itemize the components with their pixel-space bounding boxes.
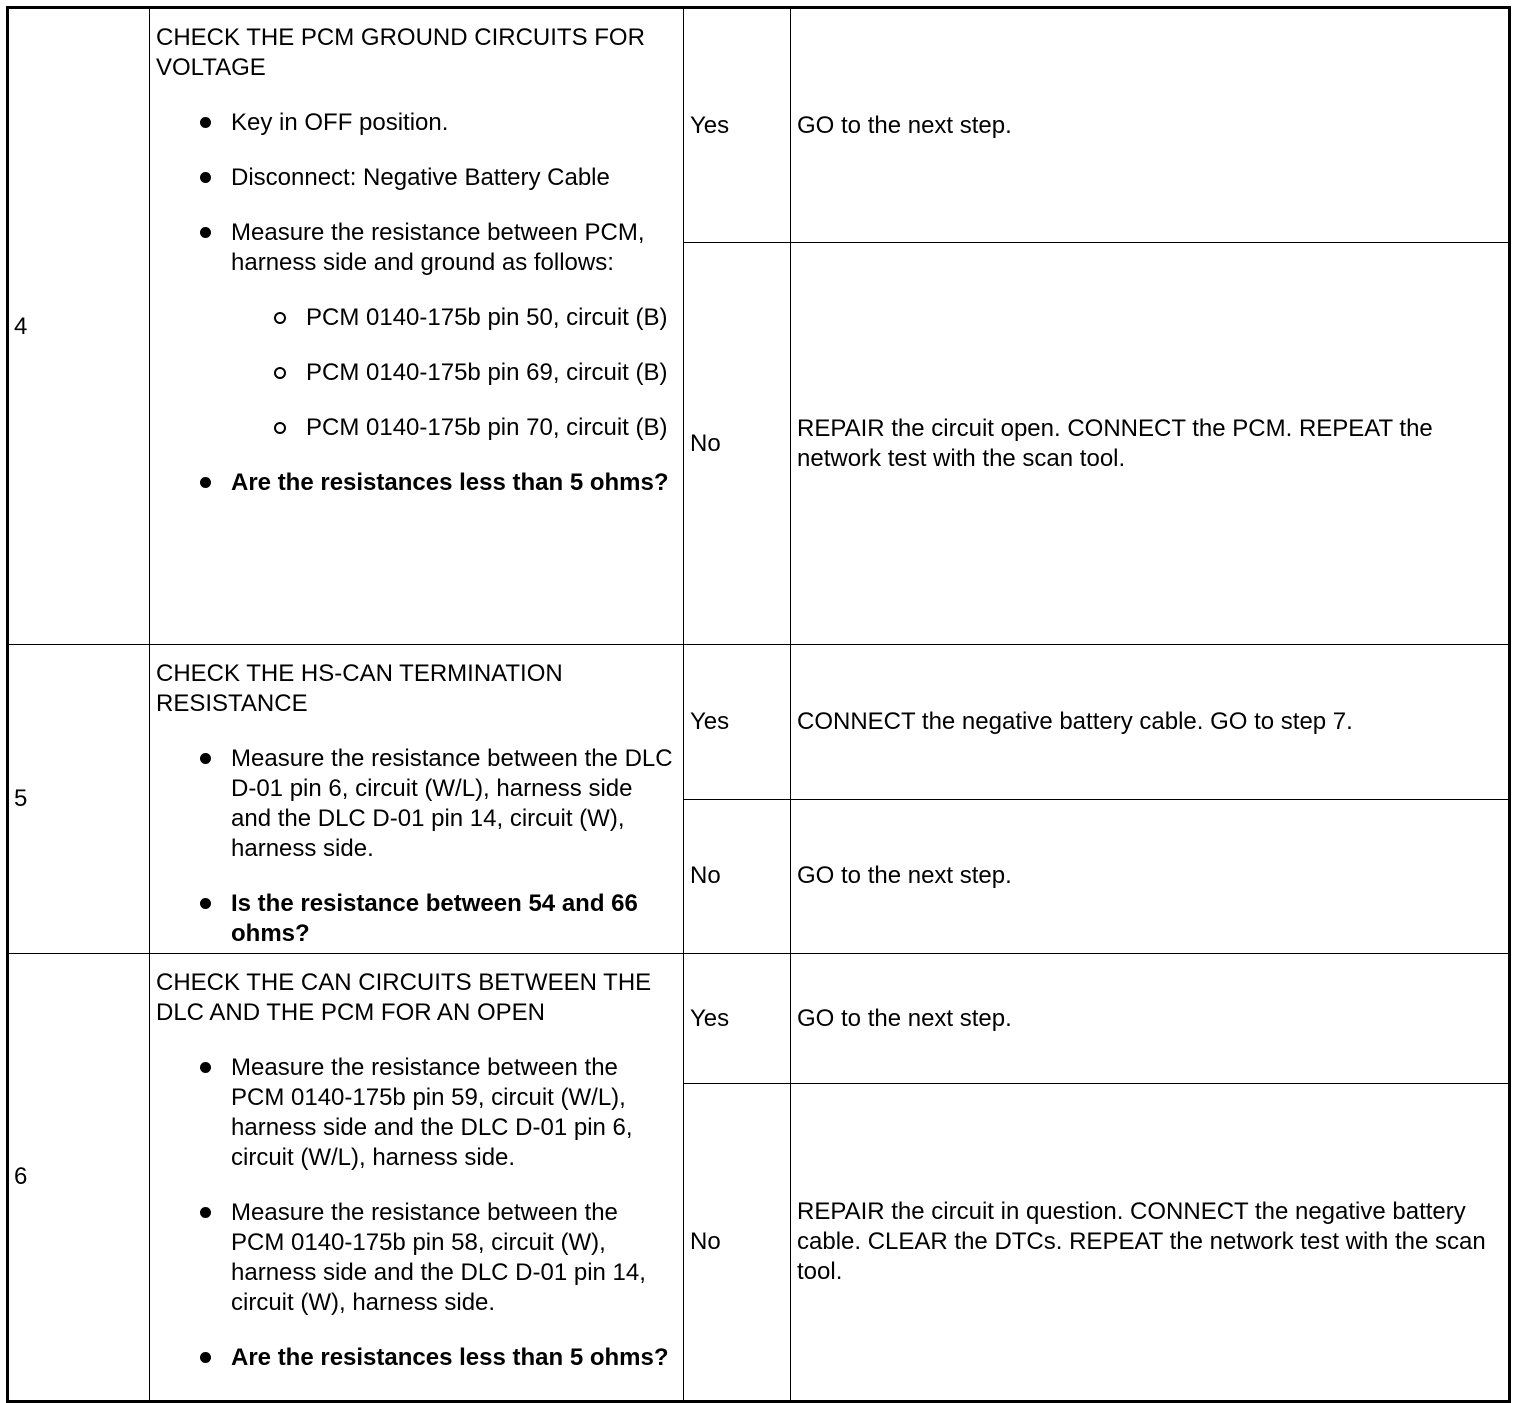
result-yes-action: GO to the next step. bbox=[791, 954, 1510, 1084]
result-no-action: GO to the next step. bbox=[791, 799, 1510, 954]
step-action-cell bbox=[150, 954, 684, 1402]
result-yes-action: CONNECT the negative battery cable. GO to step 7. bbox=[791, 645, 1510, 800]
step-number: 5 bbox=[8, 645, 150, 954]
result-yes-action: GO to the next step. bbox=[791, 8, 1510, 243]
instruction-item: Key in OFF position. bbox=[156, 108, 677, 138]
result-no-label: No bbox=[684, 1084, 791, 1402]
pin-item: PCM 0140-175b pin 69, circuit (B) bbox=[231, 358, 677, 388]
pin-list bbox=[231, 303, 677, 443]
diagnostic-test-table bbox=[6, 6, 1511, 1403]
result-no-action: REPAIR the circuit in question. CONNECT the negative battery cable. CLEAR the DTCs. REPEAT the network test with the scan tool. bbox=[791, 1084, 1510, 1402]
instruction-item: Disconnect: Negative Battery Cable bbox=[156, 163, 677, 193]
step-instructions bbox=[156, 108, 677, 498]
step-question: Are the resistances less than 5 ohms? bbox=[156, 468, 677, 498]
result-no-action: REPAIR the circuit open. CONNECT the PCM. REPEAT the network test with the scan tool. bbox=[791, 243, 1510, 645]
result-yes-label: Yes bbox=[684, 8, 791, 243]
step-number: 4 bbox=[8, 8, 150, 645]
step-number: 6 bbox=[8, 954, 150, 1402]
step-5-yes-row bbox=[8, 645, 1510, 800]
step-instructions bbox=[156, 1053, 677, 1373]
step-6-yes-row bbox=[8, 954, 1510, 1084]
result-no-label: No bbox=[684, 243, 791, 645]
instruction-item: Measure the resistance between the PCM 0140-175b pin 58, circuit (W), harness side and the DLC D-01 pin 14, circuit (W), harness side. bbox=[156, 1198, 677, 1318]
instruction-item-with-sublist bbox=[156, 218, 677, 443]
step-title: CHECK THE PCM GROUND CIRCUITS FOR VOLTAGE bbox=[156, 24, 645, 81]
result-yes-label: Yes bbox=[684, 645, 791, 800]
instruction-item: Measure the resistance between the DLC D-01 pin 6, circuit (W/L), harness side and the DLC D-01 pin 14, circuit (W), harness side. bbox=[156, 744, 677, 864]
instruction-text: Measure the resistance between PCM, harness side and ground as follows: bbox=[231, 219, 645, 276]
step-title: CHECK THE HS-CAN TERMINATION RESISTANCE bbox=[156, 660, 563, 717]
step-title: CHECK THE CAN CIRCUITS BETWEEN THE DLC AND THE PCM FOR AN OPEN bbox=[156, 969, 652, 1026]
step-question: Is the resistance between 54 and 66 ohms? bbox=[156, 889, 677, 949]
step-instructions bbox=[156, 744, 677, 949]
pin-item: PCM 0140-175b pin 70, circuit (B) bbox=[231, 413, 677, 443]
result-no-label: No bbox=[684, 799, 791, 954]
step-action-cell bbox=[150, 8, 684, 645]
step-4-yes-row bbox=[8, 8, 1510, 243]
step-question: Are the resistances less than 5 ohms? bbox=[156, 1343, 677, 1373]
step-action-cell bbox=[150, 645, 684, 954]
instruction-item: Measure the resistance between the PCM 0140-175b pin 59, circuit (W/L), harness side and the DLC D-01 pin 6, circuit (W/L), harness side. bbox=[156, 1053, 677, 1173]
result-yes-label: Yes bbox=[684, 954, 791, 1084]
pin-item: PCM 0140-175b pin 50, circuit (B) bbox=[231, 303, 677, 333]
